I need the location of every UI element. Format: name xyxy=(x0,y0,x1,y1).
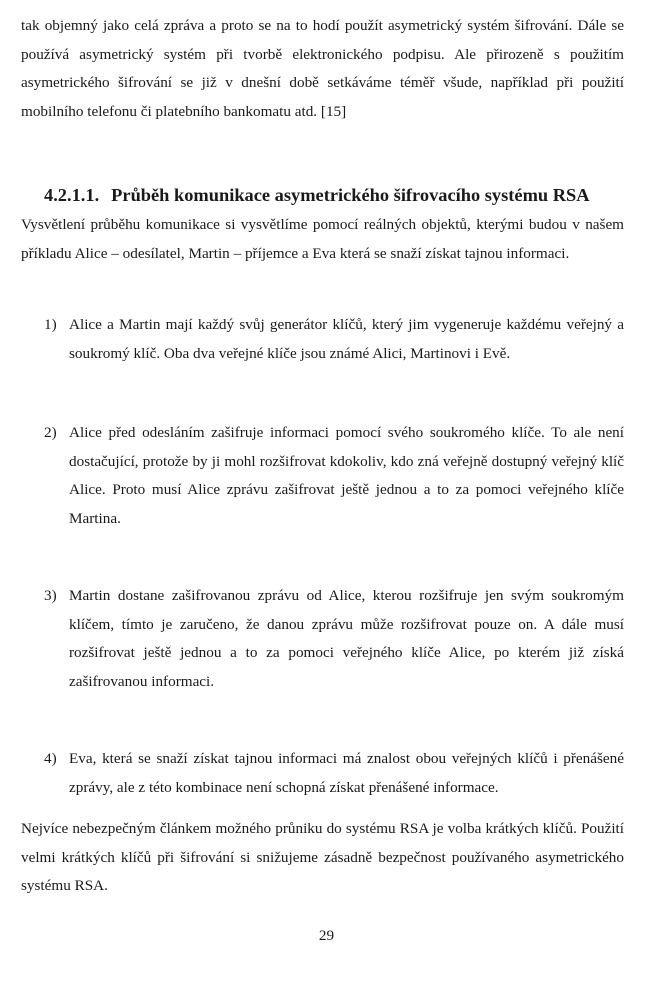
section-title: Průběh komunikace asymetrického šifrovacího systému RSA xyxy=(111,185,590,205)
list-item xyxy=(44,311,624,368)
list-item-text: Alice a Martin mají každý svůj generátor klíčů, který jim vygeneruje každému veřejný a soukromý klíč. Oba dva veřejné klíče jsou známé Alici, Martinovi i Evě. xyxy=(69,316,624,362)
list-item-text: Alice před odesláním zašifruje informaci pomocí svého soukromého klíče. To ale není dostačující, protože by ji mohl rozšifrovat kdokoliv, kdo zná veřejně dostupný veřejný klíč Alice. Proto musí Alice zprávu zašifrovat ještě jednou a to za pomoci veřejného klíče Martina. xyxy=(69,424,624,527)
closing-paragraph: Nejvíce nebezpečným článkem možného průniku do systému RSA je volba krátkých klíčů. Použití velmi krátkých klíčů při šifrování si snižujeme zásadně bezpečnost používaného asymetrického systému RSA. xyxy=(21,820,624,895)
intro-continuation-paragraph: tak objemný jako celá zpráva a proto se na to hodí použít asymetrický systém šifrování. Dále se používá asymetrický systém při tvorbě elektronického podpisu. Ale přirozeně s použitím asymetrického šifrování se již v dnešní době setkáváme téměř všude, například při použití mobilního telefonu či platebního bankomatu atd. [15] xyxy=(21,17,624,120)
section-heading xyxy=(44,183,634,207)
list-item-text: Eva, která se snaží získat tajnou informaci má znalost obou veřejných klíčů i přenášené zprávy, ale z této kombinace není schopná získat přenášené informace. xyxy=(69,750,624,796)
list-item xyxy=(44,745,624,802)
list-marker: 3) xyxy=(44,587,57,604)
page-number: 29 xyxy=(318,927,335,944)
list-marker: 1) xyxy=(44,316,57,333)
list-marker: 4) xyxy=(44,750,57,767)
section-number: 4.2.1.1. xyxy=(44,185,100,205)
list-marker: 2) xyxy=(44,424,57,441)
list-item xyxy=(44,582,624,696)
section-intro-paragraph: Vysvětlení průběhu komunikace si vysvětlíme pomocí reálných objektů, kterými budou v našem příkladu Alice – odesílatel, Martin – příjemce a Eva která se snaží získat tajnou informaci. xyxy=(21,216,624,262)
list-item xyxy=(44,419,624,533)
list-item-text: Martin dostane zašifrovanou zprávu od Alice, kterou rozšifruje jen svým soukromým klíčem, tímto je zaručeno, že danou zprávu může rozšifrovat pouze on. A dále musí rozšifrovat ještě jednou a to za pomoci veřejného klíče Alice, po kterém již získá zašifrovanou informaci. xyxy=(69,587,624,690)
